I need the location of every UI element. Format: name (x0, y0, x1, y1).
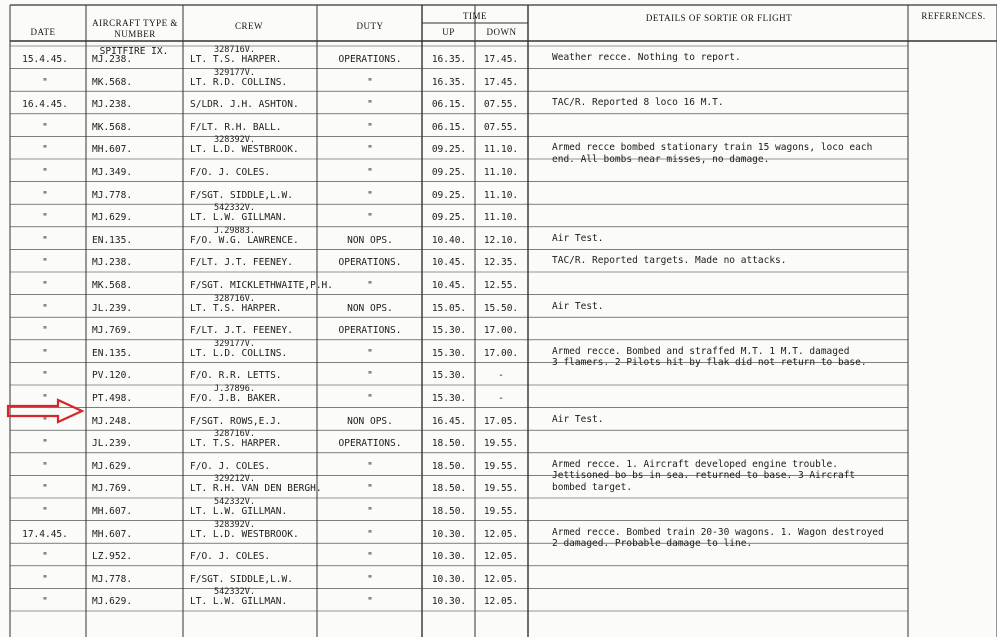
row-crew: F/LT. J.T. FEENEY. (190, 325, 293, 337)
row-time-up: 09.25. (431, 167, 467, 178)
row-aircraft: MK.568. (92, 76, 133, 88)
row-aircraft: MJ.769. (92, 325, 133, 337)
row-crew: LT. L.W. GILLMAN. (190, 506, 288, 517)
row-aircraft: JL.239. (92, 302, 133, 314)
row-crew-number: 328716V. (214, 45, 255, 55)
row-crew-number: J.29883. (214, 225, 255, 236)
row-duty: " (367, 528, 373, 540)
row-aircraft: EN.135. (92, 347, 133, 359)
row-date: " (42, 506, 48, 517)
row-date: " (42, 280, 48, 291)
row-crew-number: 328392V. (214, 519, 255, 530)
row-crew-number: 542332V. (214, 203, 255, 214)
row-crew-number: 328716V. (214, 429, 255, 440)
row-date: " (42, 257, 48, 269)
row-aircraft: MJ.769. (92, 483, 133, 495)
row-duty: " (367, 76, 373, 88)
row-crew: F/O. R.R. LETTS. (190, 370, 282, 382)
row-time-down: 07.55. (483, 121, 519, 133)
detail-line: Weather recce. Nothing to report. (552, 52, 741, 63)
row-time-down: 11.10. (483, 212, 519, 224)
row-time-up: 18.50. (431, 483, 467, 495)
row-aircraft: MJ.248. (92, 415, 133, 427)
row-crew: F/SGT. ROWS,E.J. (190, 415, 282, 427)
row-aircraft: MJ.629. (92, 596, 133, 608)
detail-line: Jettisoned bo bs in sea. returned to base. 3 Aircraft (552, 470, 856, 482)
row-duty: " (367, 189, 373, 201)
detail-line: bombed target. (552, 481, 633, 493)
row-aircraft: PV.120. (92, 370, 133, 382)
row-crew: F/LT. R.H. BALL. (190, 121, 282, 133)
row-aircraft: MK.568. (92, 121, 133, 133)
row-crew-number: 542332V. (214, 587, 255, 598)
row-time-up: 09.25. (431, 144, 467, 156)
row-date: " (42, 76, 48, 88)
row-time-down: 12.10. (483, 234, 519, 246)
row-duty: " (367, 573, 373, 585)
row-time-up: 06.15. (431, 121, 467, 133)
row-time-up: 10.45. (431, 280, 467, 291)
row-time-up: 15.05. (431, 302, 467, 314)
row-duty: " (367, 167, 373, 178)
row-date: " (42, 438, 48, 450)
row-time-up: 16.45. (431, 415, 467, 427)
row-aircraft: MH.607. (92, 506, 133, 517)
row-crew: F/SGT. MICKLETHWAITE,P.H. (190, 280, 333, 291)
row-duty: " (367, 551, 373, 563)
row-duty: " (367, 506, 373, 517)
row-time-down: 12.35. (483, 257, 519, 269)
row-crew: LT. L.W. GILLMAN. (190, 212, 288, 224)
row-date: " (42, 144, 48, 156)
row-crew: F/SGT. SIDDLE,L.W. (190, 573, 293, 585)
row-aircraft: MJ.629. (92, 212, 133, 224)
row-crew-number: 328716V. (214, 293, 255, 304)
detail-line: 3 flamers. 2 Pilots hit by flak did not return to base. (552, 357, 867, 369)
header-duty: DUTY (356, 21, 384, 31)
row-duty: NON OPS. (347, 302, 393, 314)
row-time-down: - (498, 370, 504, 382)
row-date: " (42, 415, 48, 427)
row-date: 17.4.45. (22, 528, 68, 540)
detail-line: Air Test. (552, 300, 604, 312)
row-aircraft: JL.239. (92, 438, 133, 450)
row-date: " (42, 596, 48, 608)
row-date: " (42, 393, 48, 404)
row-time-up: 10.30. (431, 596, 467, 608)
detail-line: 2 damaged. Probable damage to line. (552, 538, 753, 550)
row-crew: LT. L.D. WESTBROOK. (190, 528, 299, 540)
row-date: " (42, 121, 48, 133)
row-crew-number: 328392V. (214, 135, 255, 146)
row-aircraft: MJ.778. (92, 189, 133, 201)
row-date: 16.4.45. (22, 99, 68, 111)
row-time-down: 17.00. (483, 347, 519, 359)
row-crew: LT. R.H. VAN DEN BERGH. (190, 483, 322, 495)
row-time-down: 12.55. (483, 280, 519, 291)
row-aircraft: MJ.238. (92, 54, 133, 65)
header-time-down: DOWN (486, 27, 517, 37)
row-aircraft: MJ.238. (92, 257, 133, 269)
row-aircraft: PT.498. (92, 393, 133, 404)
detail-line: Air Test. (552, 232, 604, 244)
row-duty: OPERATIONS. (338, 325, 402, 337)
row-crew-number: J.37896. (214, 384, 255, 394)
header-crew: CREW (235, 21, 263, 31)
header-date: DATE (30, 27, 56, 37)
row-duty: NON OPS. (347, 234, 393, 246)
row-crew: F/LT. J.T. FEENEY. (190, 257, 293, 269)
header-time: TIME (463, 11, 487, 21)
row-crew: LT. R.D. COLLINS. (190, 76, 288, 88)
row-crew: LT. T.S. HARPER. (190, 54, 282, 65)
row-duty: " (367, 460, 373, 472)
row-duty: " (367, 212, 373, 224)
row-aircraft-type: SPITFIRE IX. (99, 46, 169, 57)
row-date: " (42, 370, 48, 382)
row-time-down: 17.45. (483, 76, 519, 88)
row-time-up: 10.30. (431, 573, 467, 585)
row-crew: F/O. J. COLES. (190, 460, 271, 472)
row-time-up: 10.45. (431, 257, 467, 269)
detail-line: Armed recce bombed stationary train 15 wagons, loco each (552, 142, 873, 154)
row-time-down: 12.05. (483, 596, 519, 608)
row-duty: " (367, 121, 373, 133)
detail-line: TAC/R. Reported targets. Made no attacks. (552, 255, 787, 267)
row-date: " (42, 483, 48, 495)
row-time-up: 18.50. (431, 506, 467, 517)
row-time-up: 16.35. (431, 54, 467, 65)
row-crew: F/O. J. COLES. (190, 167, 271, 178)
row-time-up: 15.30. (431, 347, 467, 359)
row-crew: S/LDR. J.H. ASHTON. (190, 99, 299, 111)
row-duty: OPERATIONS. (338, 257, 402, 269)
row-time-up: 10.30. (431, 528, 467, 540)
row-time-down: 19.55. (483, 460, 519, 472)
row-time-up: 10.40. (431, 234, 467, 246)
row-aircraft: MK.568. (92, 280, 133, 291)
row-time-down: 19.55. (483, 506, 519, 517)
row-date: " (42, 189, 48, 201)
header-aircraft: AIRCRAFT TYPE & NUMBER (92, 18, 178, 39)
row-crew: LT. L.D. COLLINS. (190, 347, 288, 359)
row-date: 15.4.45. (22, 54, 68, 65)
row-crew: LT. T.S. HARPER. (190, 302, 282, 314)
row-date: " (42, 234, 48, 246)
row-time-down: 17.05. (483, 415, 519, 427)
row-crew-number: 329177V. (214, 67, 255, 78)
red-arrow-icon (6, 398, 86, 424)
row-time-up: 16.35. (431, 76, 467, 88)
row-time-up: 15.30. (431, 325, 467, 337)
row-time-up: 06.15. (431, 99, 467, 111)
row-crew-number: 329212V. (214, 474, 255, 485)
row-date: " (42, 347, 48, 359)
row-crew-number: 542332V. (214, 497, 255, 507)
header-references: REFERENCES. (921, 11, 986, 21)
row-time-down: 07.55. (483, 99, 519, 111)
row-time-up: 15.30. (431, 393, 467, 404)
row-aircraft: MJ.349. (92, 167, 133, 178)
row-date: " (42, 460, 48, 472)
row-duty: NON OPS. (347, 415, 393, 427)
row-duty: OPERATIONS. (338, 438, 402, 450)
row-time-down: 11.10. (483, 167, 519, 178)
row-time-up: 09.25. (431, 212, 467, 224)
row-aircraft: MH.607. (92, 528, 133, 540)
detail-line: Armed recce. 1. Aircraft developed engine trouble. (552, 458, 838, 470)
row-crew: F/SGT. SIDDLE,L.W. (190, 189, 293, 201)
row-crew: LT. L.W. GILLMAN. (190, 596, 288, 608)
row-time-up: 15.30. (431, 370, 467, 382)
row-date: " (42, 573, 48, 585)
row-time-down: 11.10. (483, 144, 519, 156)
row-crew: LT. T.S. HARPER. (190, 438, 282, 450)
row-time-down: - (498, 393, 504, 404)
row-time-down: 19.55. (483, 438, 519, 450)
row-aircraft: LZ.952. (92, 551, 133, 563)
row-time-down: 11.10. (483, 189, 519, 201)
row-crew: LT. L.D. WESTBROOK. (190, 144, 299, 156)
header-time-up: UP (442, 27, 455, 37)
row-time-down: 19.55. (483, 483, 519, 495)
row-aircraft: MJ.238. (92, 99, 133, 111)
detail-line: Armed recce. Bombed and straffed M.T. 1 M.T. damaged (552, 345, 850, 357)
row-date: " (42, 167, 48, 178)
row-time-up: 09.25. (431, 189, 467, 201)
detail-line: TAC/R. Reported 8 loco 16 M.T. (552, 97, 724, 109)
row-date: " (42, 302, 48, 314)
row-date: " (42, 551, 48, 563)
header-details: DETAILS OF SORTIE OR FLIGHT (645, 13, 793, 23)
row-time-up: 18.50. (431, 460, 467, 472)
detail-line: Air Test. (552, 413, 604, 425)
detail-line: Armed recce. Bombed train 20-30 wagons. 1. Wagon destroyed (552, 526, 884, 538)
row-crew: F/O. J. COLES. (190, 551, 271, 563)
row-time-down: 17.00. (483, 325, 519, 337)
row-aircraft: MJ.778. (92, 573, 133, 585)
row-time-down: 12.05. (483, 573, 519, 585)
row-date: " (42, 212, 48, 224)
row-aircraft: MJ.629. (92, 460, 133, 472)
row-duty: " (367, 99, 373, 111)
row-aircraft: EN.135. (92, 234, 133, 246)
row-duty: " (367, 347, 373, 359)
row-duty: OPERATIONS. (338, 54, 402, 65)
row-time-down: 15.50. (483, 302, 519, 314)
row-time-up: 18.50. (431, 438, 467, 450)
detail-line: end. All bombs near misses, no damage. (552, 153, 770, 165)
row-duty: " (367, 393, 373, 404)
row-time-down: 17.45. (483, 54, 519, 65)
row-crew-number: 329177V. (214, 338, 255, 349)
row-duty: " (367, 483, 373, 495)
row-duty: " (367, 370, 373, 382)
row-duty: " (367, 144, 373, 156)
row-time-up: 10.30. (431, 551, 467, 563)
row-duty: " (367, 596, 373, 608)
row-date: " (42, 325, 48, 337)
row-aircraft: MH.607. (92, 144, 133, 156)
row-time-down: 12.05. (483, 551, 519, 563)
row-duty: " (367, 280, 373, 291)
row-time-down: 12.05. (483, 528, 519, 540)
row-crew: F/O. J.B. BAKER. (190, 393, 282, 404)
row-crew: F/O. W.G. LAWRENCE. (190, 234, 299, 246)
